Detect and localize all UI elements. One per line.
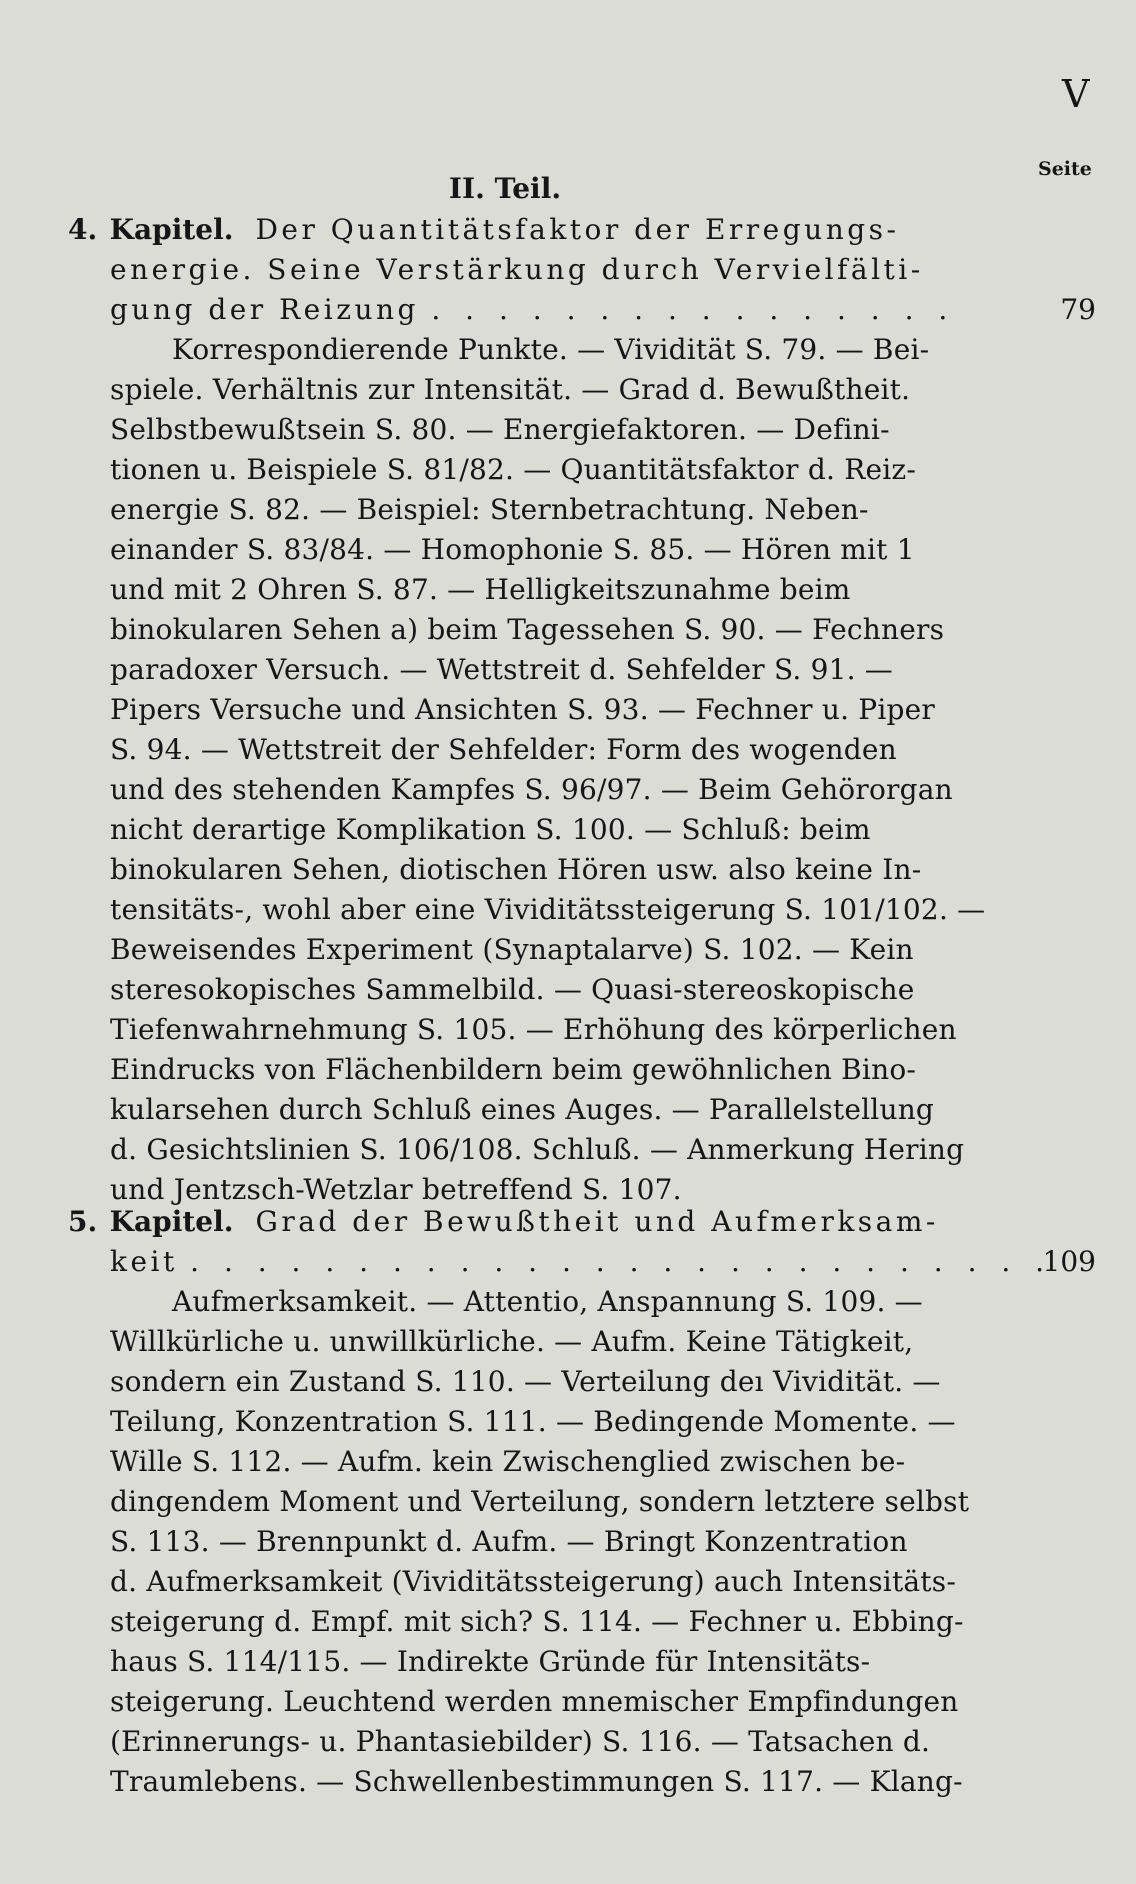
summary-line: Traumlebens. — Schwellenbestimmungen S. 117. — Klang- <box>110 1765 963 1798</box>
summary-line: d. Aufmerksamkeit (Vividitätssteigerung) auch Intensitäts- <box>110 1565 956 1598</box>
chapter-4-title-line: gung der Reizung . . . . . . . . . . . . . . . . 79 <box>110 290 1030 330</box>
summary-line: Teilung, Konzentration S. 111. — Bedingende Momente. — <box>110 1405 956 1438</box>
chapter-4-page: 79 <box>1060 293 1096 326</box>
summary-line: (Erinnerungs- u. Phantasiebilder) S. 116. — Tatsachen d. <box>110 1725 931 1758</box>
summary-line: Wille S. 112. — Aufm. kein Zwischenglied zwischen be- <box>110 1445 906 1478</box>
summary-line: paradoxer Versuch. — Wettstreit d. Sehfelder S. 91. — <box>110 653 893 686</box>
summary-line: S. 94. — Wettstreit der Sehfelder: Form des wogenden <box>110 733 897 766</box>
summary-line: Willkürliche u. unwillkürliche. — Aufm. Keine Tätigkeit, <box>110 1325 914 1358</box>
summary-line: Selbstbewußtsein S. 80. — Energiefaktoren. — Defini- <box>110 413 890 446</box>
summary-line: und mit 2 Ohren S. 87. — Helligkeitszunahme beim <box>110 573 851 606</box>
chapter-4-label: Kapitel. <box>109 213 234 246</box>
page-number: V <box>1062 72 1090 116</box>
summary-line: einander S. 83/84. — Homophonie S. 85. — Hören mit 1 <box>110 533 915 566</box>
summary-line: steigerung d. Empf. mit sich? S. 114. — Fechner u. Ebbing- <box>110 1605 964 1638</box>
chapter-5-page: 109 <box>1042 1245 1096 1278</box>
summary-line: kularsehen durch Schluß eines Auges. — Parallelstellung <box>110 1093 935 1126</box>
summary-line: und des stehenden Kampfes S. 96/97. — Beim Gehörorgan <box>110 773 953 806</box>
summary-line: Pipers Versuche und Ansichten S. 93. — Fechner u. Piper <box>110 693 935 726</box>
leader-dots: . . . . . . . . . . . . . . . . . . . . . . . . . . <box>190 1245 1053 1278</box>
summary-line: sondern ein Zustand S. 110. — Verteilung deı Vividität. — <box>110 1365 941 1398</box>
summary-line: spiele. Verhältnis zur Intensität. — Grad d. Bewußtheit. <box>110 373 911 406</box>
summary-line: binokularen Sehen, diotischen Hören usw. also keine In- <box>110 853 922 886</box>
leader-dots: . . . . . . . . . . . . . . . . <box>431 293 956 326</box>
part-title: II. Teil. <box>448 172 562 205</box>
chapter-4-title-line: energie. Seine Verstärkung durch Vervielfälti- <box>110 253 924 286</box>
summary-line: Beweisendes Experiment (Synaptalarve) S. 102. — Kein <box>110 933 914 966</box>
summary-line: Korrespondierende Punkte. — Vividität S. 79. — Bei- <box>172 333 930 366</box>
summary-line: nicht derartige Komplikation S. 100. — Schluß: beim <box>110 813 871 846</box>
summary-line: binokularen Sehen a) beim Tagessehen S. 90. — Fechners <box>110 613 945 646</box>
summary-line: energie S. 82. — Beispiel: Sternbetrachtung. Neben- <box>110 493 869 526</box>
summary-line: Eindrucks von Flächenbildern beim gewöhnlichen Bino- <box>110 1053 917 1086</box>
seite-label: Seite <box>1038 158 1092 180</box>
summary-line: steigerung. Leuchtend werden mnemischer Empfindungen <box>110 1685 959 1718</box>
chapter-5-title-line: 5. Kapitel. Grad der Bewußtheit und Aufmerksam- <box>68 1205 939 1238</box>
chapter-5-number: 5. <box>68 1205 98 1238</box>
summary-line: Tiefenwahrnehmung S. 105. — Erhöhung des körperlichen <box>110 1013 957 1046</box>
chapter-5-label: Kapitel. <box>109 1205 234 1238</box>
summary-line: steresokopisches Sammelbild. — Quasi-stereoskopische <box>110 973 915 1006</box>
summary-line: S. 113. — Brennpunkt d. Aufm. — Bringt Konzentration <box>110 1525 908 1558</box>
chapter-5-title-line: keit . . . . . . . . . . . . . . . . . . . . . . . . . . 109 <box>110 1242 1030 1282</box>
summary-line: tensitäts-, wohl aber eine Vividitätssteigerung S. 101/102. — <box>110 893 986 926</box>
chapter-4-title-line: 4. Kapitel. Der Quantitätsfaktor der Erregungs- <box>68 213 900 246</box>
summary-line: und Jentzsch-Wetzlar betreffend S. 107. <box>110 1173 682 1206</box>
summary-line: dingendem Moment und Verteilung, sondern letztere selbst <box>110 1485 970 1518</box>
summary-line: Aufmerksamkeit. — Attentio, Anspannung S. 109. — <box>172 1285 923 1318</box>
summary-line: tionen u. Beispiele S. 81/82. — Quantitätsfaktor d. Reiz- <box>110 453 917 486</box>
summary-line: d. Gesichtslinien S. 106/108. Schluß. — Anmerkung Hering <box>110 1133 965 1166</box>
summary-line: haus S. 114/115. — Indirekte Gründe für Intensitäts- <box>110 1645 871 1678</box>
chapter-4-number: 4. <box>68 213 98 246</box>
